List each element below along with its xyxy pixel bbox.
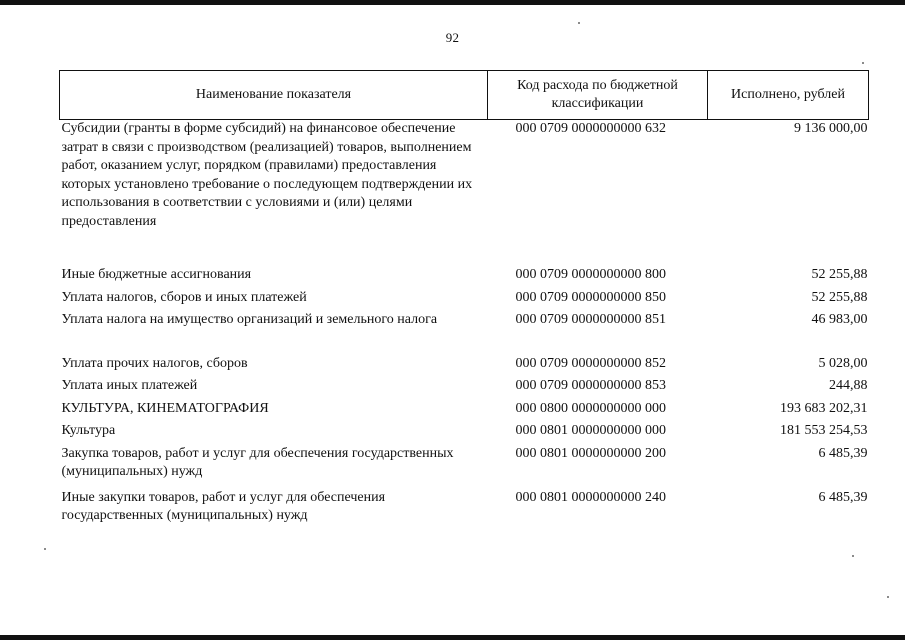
table-row (60, 266, 869, 289)
row-code: 000 0709 0000000000 851 (515, 312, 666, 327)
row-code: 000 0709 0000000000 850 (515, 289, 666, 305)
scan-top-border (0, 0, 905, 5)
row-name: Уплата прочих налогов, сборов (61, 355, 248, 371)
scan-speck (44, 548, 46, 550)
row-name: Уплата иных платежей (61, 378, 198, 393)
row-amount: 46 983,00 (811, 312, 868, 327)
row-name: Иные бюджетные ассигнования (61, 267, 252, 282)
budget-table (59, 70, 869, 526)
table-row (60, 311, 869, 355)
row-amount: 6 485,39 (818, 445, 868, 461)
header-name: Наименование показателя (60, 71, 488, 120)
scan-speck (862, 62, 864, 64)
row-code: 000 0801 0000000000 200 (515, 445, 666, 461)
row-amount: 52 255,88 (811, 267, 868, 282)
table-row (60, 445, 869, 489)
row-amount: 9 136 000,00 (794, 121, 868, 136)
row-amount: 181 553 254,53 (780, 423, 868, 438)
row-code: 000 0801 0000000000 000 (515, 423, 666, 438)
row-code: 000 0709 0000000000 800 (515, 267, 666, 282)
scan-speck (852, 555, 854, 557)
table-row (60, 120, 869, 267)
header-code: Код расхода по бюджетной классификации (488, 71, 708, 120)
row-code: 000 0801 0000000000 240 (515, 489, 666, 505)
table-row (60, 422, 869, 445)
table-row (60, 377, 869, 400)
table-row (60, 489, 869, 526)
row-code: 000 0709 0000000000 852 (515, 355, 666, 371)
page-number: 92 (445, 30, 460, 45)
row-name: Уплата налогов, сборов и иных платежей (61, 289, 307, 305)
row-code: 000 0709 0000000000 632 (515, 121, 666, 136)
row-amount: 5 028,00 (818, 355, 868, 371)
row-name: Культура (61, 423, 116, 438)
scan-bottom-border (0, 635, 905, 640)
table-header-row (60, 71, 869, 120)
row-amount: 6 485,39 (818, 489, 868, 505)
header-amount: Исполнено, рублей (708, 71, 869, 120)
table-row (60, 400, 869, 423)
scan-speck (887, 596, 889, 598)
row-amount: 244,88 (829, 378, 868, 393)
table-row (60, 355, 869, 378)
scan-speck (578, 22, 580, 24)
row-code: 000 0800 0000000000 000 (515, 400, 666, 416)
row-amount: 52 255,88 (811, 289, 868, 305)
row-name: Уплата налога на имущество организаций и земельного налога (61, 312, 438, 327)
row-name: Субсидии (гранты в форме субсидий) на финансовое обеспечение затрат в связи с производством (реализацией) товаров, выполнением работ, оказанием услуг, порядком (правилами) предоставления которых установлено требование о последующем подтверждении их использования в соответствии с условиями и (или) целями предоставления (61, 121, 473, 229)
row-name: КУЛЬТУРА, КИНЕМАТОГРАФИЯ (61, 400, 269, 416)
row-name: Закупка товаров, работ и услуг для обеспечения государственных (муниципальных) нужд (61, 445, 454, 479)
row-name: Иные закупки товаров, работ и услуг для обеспечения государственных (муниципальных) нужд (61, 489, 386, 523)
row-amount: 193 683 202,31 (780, 400, 868, 416)
table-row (60, 289, 869, 312)
row-code: 000 0709 0000000000 853 (515, 378, 666, 393)
